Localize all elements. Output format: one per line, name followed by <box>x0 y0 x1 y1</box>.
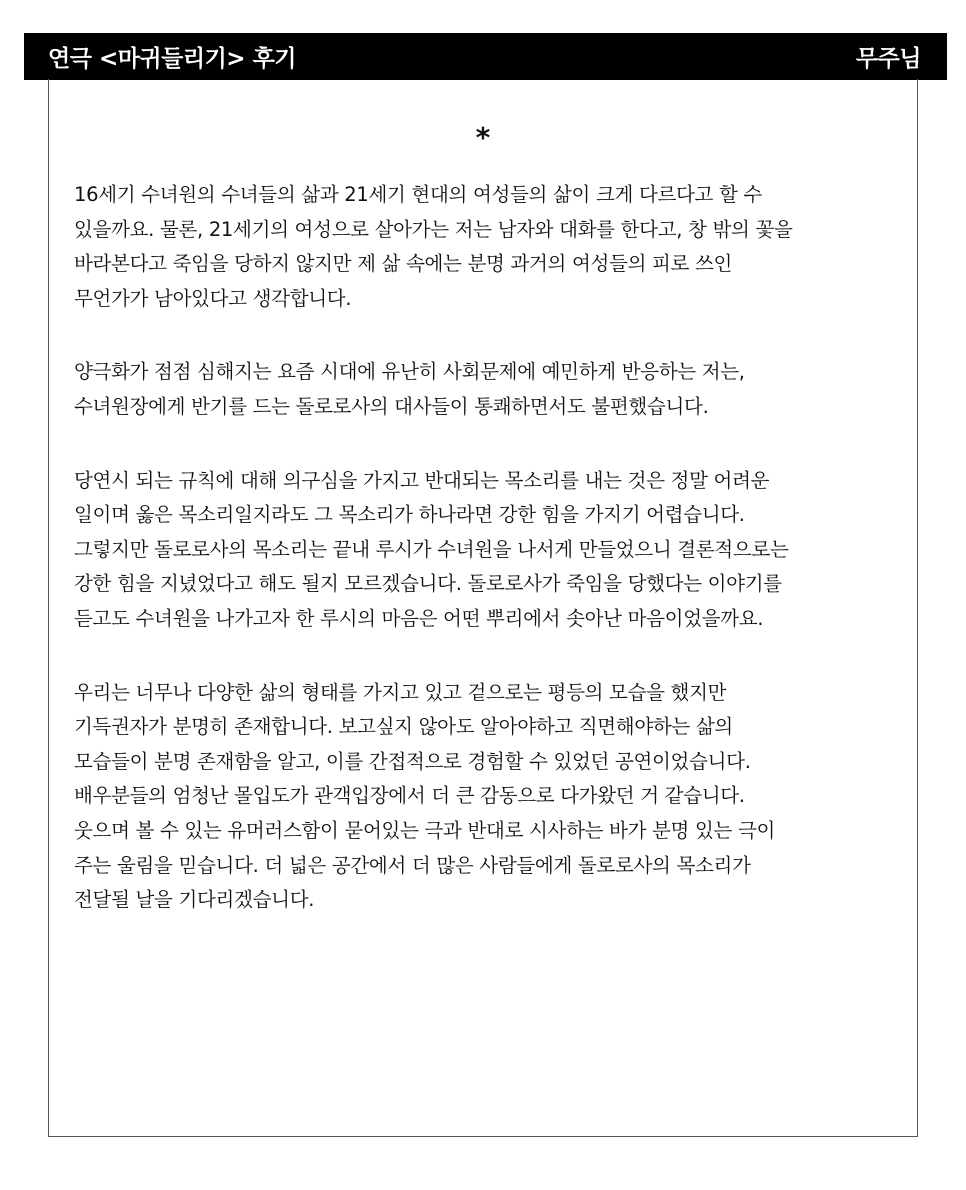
text-line: 있을까요. 물론, 21세기의 여성으로 살아가는 저는 남자와 대화를 한다고, 창 밖의 꽃을 <box>74 217 793 241</box>
review-card <box>48 79 918 1137</box>
text-line: 모습들이 분명 존재함을 알고, 이를 간접적으로 경험할 수 있었던 공연이었습니다. <box>74 749 751 773</box>
paragraph-3 <box>74 464 896 637</box>
text-line: 듣고도 수녀원을 나가고자 한 루시의 마음은 어떤 뿌리에서 솟아난 마음이었을까요. <box>74 606 764 630</box>
paragraph-4 <box>74 676 896 918</box>
text-line: 양극화가 점점 심해지는 요즘 시대에 유난히 사회문제에 예민하게 반응하는 저는, <box>74 360 745 384</box>
title-bar <box>24 33 947 80</box>
text-line: 바라본다고 죽임을 당하지 않지만 제 삶 속에는 분명 과거의 여성들의 피로 쓰인 <box>74 252 733 276</box>
text-line: 당연시 되는 규칙에 대해 의구심을 가지고 반대되는 목소리를 내는 것은 정말 어려운 <box>74 468 770 492</box>
text-line: 전달될 날을 기다리겠습니다. <box>74 888 315 912</box>
paragraph-2 <box>74 355 896 424</box>
author-name: 무주님 <box>855 46 921 72</box>
paragraph-1 <box>74 178 896 316</box>
text-line: 기득권자가 분명히 존재합니다. 보고싶지 않아도 알아야하고 직면해야하는 삶의 <box>74 715 733 739</box>
text-line: 16세기 수녀원의 수녀들의 삶과 21세기 현대의 여성들의 삶이 크게 다르다고 할 수 <box>74 183 762 206</box>
text-line: 무언가가 남아있다고 생각합니다. <box>74 286 352 310</box>
text-line: 주는 울림을 믿습니다. 더 넓은 공간에서 더 많은 사람들에게 돌로로사의 목소리가 <box>74 853 751 877</box>
review-title: 연극 <마귀들리기> 후기 <box>48 46 297 72</box>
text-line: 일이며 옳은 목소리일지라도 그 목소리가 하나라면 강한 힘을 가지기 어렵습니다. <box>74 503 745 527</box>
text-line: 그렇지만 돌로로사의 목소리는 끝내 루시가 수녀원을 나서게 만들었으니 결론적으로는 <box>74 537 789 561</box>
review-body <box>74 178 896 957</box>
text-line: 우리는 너무나 다양한 삶의 형태를 가지고 있고 겉으로는 평등의 모습을 했지만 <box>74 680 727 704</box>
text-line: 웃으며 볼 수 있는 유머러스함이 묻어있는 극과 반대로 시사하는 바가 분명 있는 극이 <box>74 818 776 842</box>
text-line: 배우분들의 엄청난 몰입도가 관객입장에서 더 큰 감동으로 다가왔던 거 같습니다. <box>74 784 745 808</box>
asterisk-divider: * <box>475 121 491 154</box>
text-line: 수녀원장에게 반기를 드는 돌로로사의 대사들이 통쾌하면서도 불편했습니다. <box>74 394 709 418</box>
text-line: 강한 힘을 지녔었다고 해도 될지 모르겠습니다. 돌로로사가 죽임을 당했다는 이야기를 <box>74 572 782 596</box>
